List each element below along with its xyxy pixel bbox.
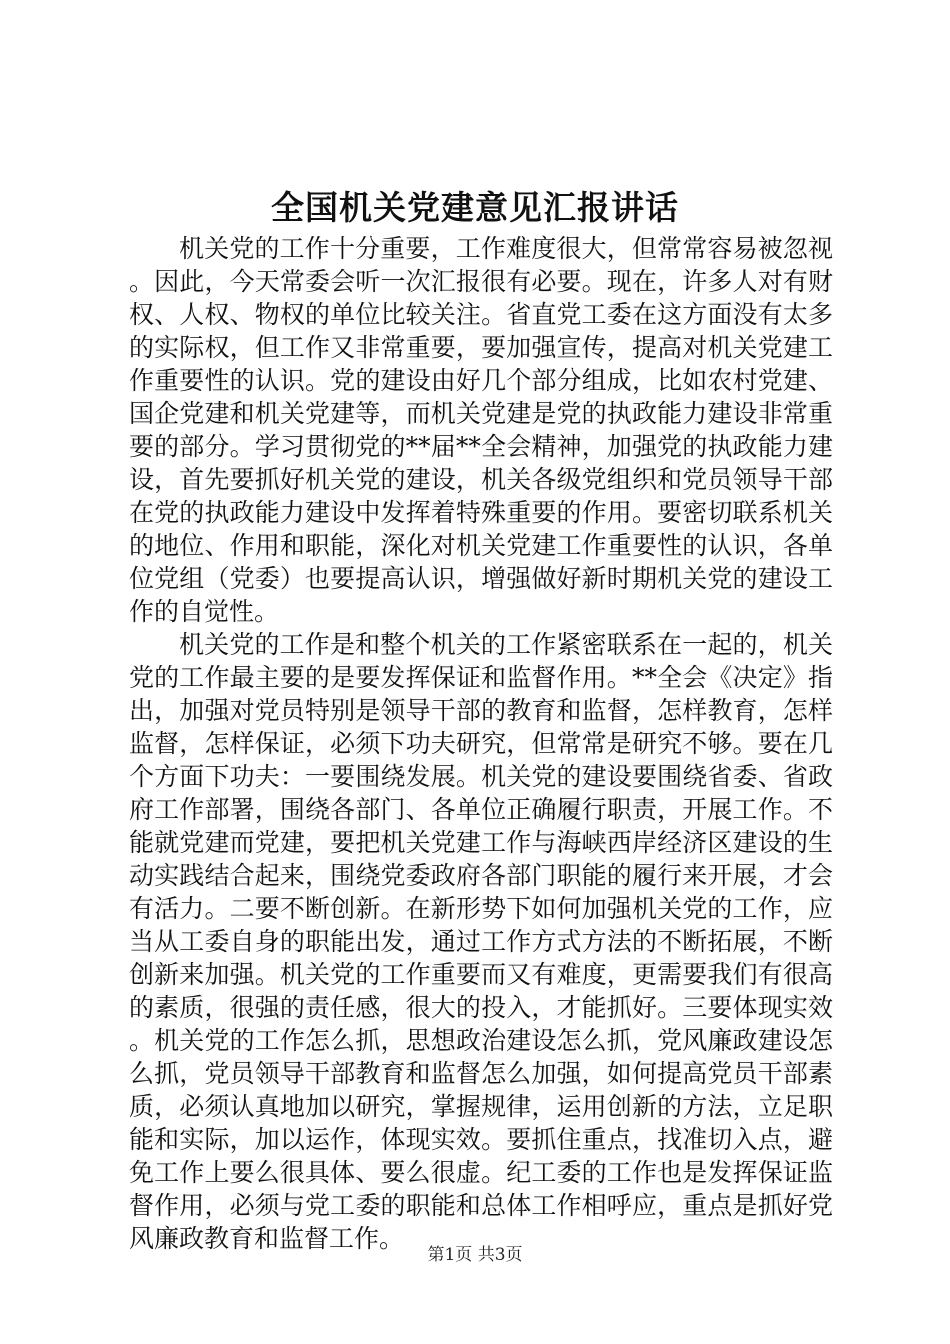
document-body bbox=[129, 232, 833, 1255]
page-number-footer: 第1页 共3页 bbox=[427, 1245, 523, 1265]
document-title: 全国机关党建意见汇报讲话 bbox=[271, 188, 679, 227]
body-paragraph-2: 机关党的工作是和整个机关的工作紧密联系在一起的，机关党的工作最主要的是要发挥保证和监督作用。**全会《决定》指出，加强对党员特别是领导干部的教育和监督，怎样教育，怎样监督，怎样保证，必须下功夫研究，但常常是研究不够。要在几个方面下功夫：一要围绕发展。机关党的建设要围绕省委、省政府工作部署，围绕各部门、各单位正确履行职责，开展工作。不能就党建而党建，要把机关党建工作与海峡西岸经济区建设的生动实践结合起来，围绕党委政府各部门职能的履行来开展，才会有活力。二要不断创新。在新形势下如何加强机关党的工作，应当从工委自身的职能出发，通过工作方式方法的不断拓展，不断创新来加强。机关党的工作重要而又有难度，更需要我们有很高的素质，很强的责任感，很大的投入，才能抓好。三要体现实效。机关党的工作怎么抓，思想政治建设怎么抓，党风廉政建设怎么抓，党员领导干部教育和监督怎么加强，如何提高党员干部素质，必须认真地加以研究，掌握规律，运用创新的方法，立足职能和实际，加以运作，体现实效。要抓住重点，找准切入点，避免工作上要么很具体、要么很虚。纪工委的工作也是发挥保证监督作用，必须与党工委的职能和总体工作相呼应，重点是抓好党风廉政教育和监督工作。 bbox=[129, 630, 833, 1253]
body-paragraph-1: 机关党的工作十分重要，工作难度很大，但常常容易被忽视。因此，今天常委会听一次汇报很有必要。现在，许多人对有财权、人权、物权的单位比较关注。省直党工委在这方面没有太多的实际权，但工作又非常重要，要加强宣传，提高对机关党建工作重要性的认识。党的建设由好几个部分组成，比如农村党建、国企党建和机关党建等，而机关党建是党的执政能力建设非常重要的部分。学习贯彻党的**届**全会精神，加强党的执政能力建设，首先要抓好机关党的建设，机关各级党组织和党员领导干部在党的执政能力建设中发挥着特殊重要的作用。要密切联系机关的地位、作用和职能，深化对机关党建工作重要性的认识，各单位党组（党委）也要提高认识，增强做好新时期机关党的建设工作的自觉性。 bbox=[129, 234, 833, 626]
